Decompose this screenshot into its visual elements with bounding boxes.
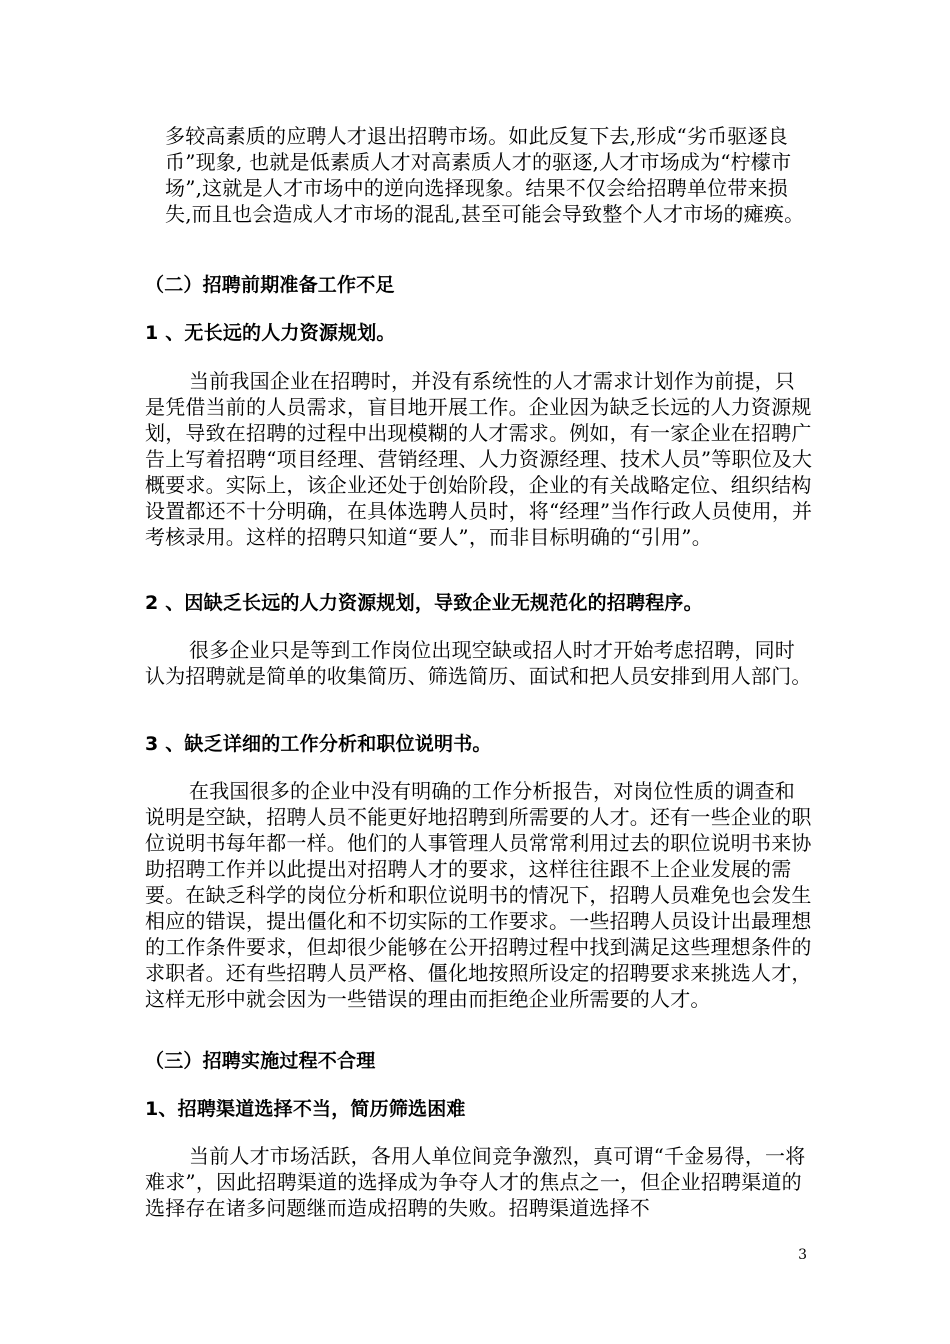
subheading-3: 3 、缺乏详细的工作分析和职位说明书。 (145, 733, 492, 755)
paragraph-4: 当前人才市场活跃，各用人单位间竞争激烈，真可谓“千金易得，一将难求”，因此招聘渠道的选择成为争夺人才的焦点之一，但企业招聘渠道的选择存在诸多问题继而造成招聘的失败。招聘渠道选择不 (145, 1144, 806, 1220)
paragraph-2: 很多企业只是等到工作岗位出现空缺或招人时才开始考虑招聘，同时认为招聘就是简单的收集简历、筛选简历、面试和把人员安排到用人部门。 (145, 638, 812, 688)
page-number: 3 (798, 1247, 807, 1263)
subheading-2: 2 、因缺乏长远的人力资源规划，导致企业无规范化的招聘程序。 (145, 592, 703, 614)
section-heading-2: （二）招聘前期准备工作不足 (145, 274, 395, 296)
subheading-4: 1、招聘渠道选择不当，简历筛选困难 (145, 1098, 466, 1120)
section-heading-3: （三）招聘实施过程不合理 (145, 1050, 376, 1072)
paragraph-continuation: 多较高素质的应聘人才退出招聘市场。如此反复下去,形成“劣币驱逐良币”现象, 也就是低素质人才对高素质人才的驱逐,人才市场成为“柠檬市场”,这就是人才市场中的逆向选择现象。结果不仅会给招聘单位带来损失,而且也会造成人才市场的混乱,甚至可能会导致整个人才市场的瘫痪。 (165, 124, 805, 226)
paragraph-3: 在我国很多的企业中没有明确的工作分析报告，对岗位性质的调查和说明是空缺，招聘人员不能更好地招聘到所需要的人才。还有一些企业的职位说明书每年都一样。他们的人事管理人员常常利用过去的职位说明书来协助招聘工作并以此提出对招聘人才的要求，这样往往跟不上企业发展的需要。在缺乏科学的岗位分析和职位说明书的情况下，招聘人员难免也会发生相应的错误，提出僵化和不切实际的工作要求。一些招聘人员设计出最理想的工作条件要求，但却很少能够在公开招聘过程中找到满足这些理想条件的求职者。还有些招聘人员严格、僵化地按照所设定的招聘要求来挑选人才，这样无形中就会因为一些错误的理由而拒绝企业所需要的人才。 (145, 779, 812, 1011)
subheading-1: 1 、无长远的人力资源规划。 (145, 322, 396, 344)
paragraph-1: 当前我国企业在招聘时，并没有系统性的人才需求计划作为前提，只是凭借当前的人员需求，盲目地开展工作。企业因为缺乏长远的人力资源规划，导致在招聘的过程中出现模糊的人才需求。例如，有一家企业在招聘广告上写着招聘“项目经理、营销经理、人力资源经理、技术人员”等职位及大概要求。实际上，该企业还处于创始阶段，企业的有关战略定位、组织结构设置都还不十分明确，在具体选聘人员时，将“经理”当作行政人员使用，并考核录用。这样的招聘只知道“要人”，而非目标明确的“引用”。 (145, 369, 813, 549)
